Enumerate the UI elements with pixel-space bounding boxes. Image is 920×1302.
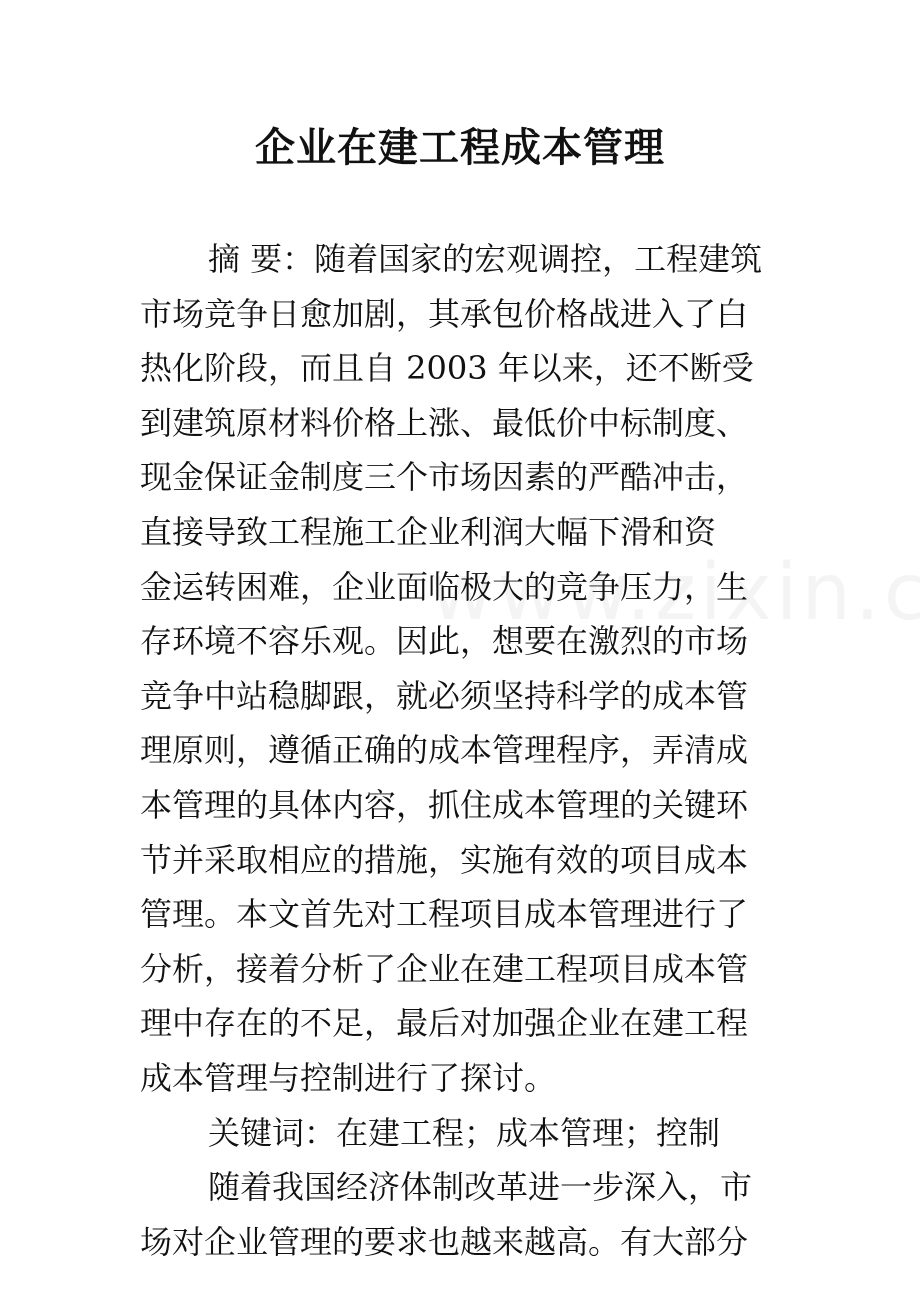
abstract-line: 金运转困难，企业面临极大的竞争压力，生: [140, 567, 749, 606]
abstract-line: 热化阶段，而且自 2003 年以来，还不断受: [140, 349, 754, 388]
paragraph-line: 随着我国经济体制改革进一步深入，市: [208, 1168, 753, 1207]
abstract-line: 到建筑原材料价格上涨、最低价中标制度、: [140, 403, 749, 442]
abstract-line: 分析，接着分析了企业在建工程项目成本管: [140, 949, 749, 988]
abstract-line: 摘 要：随着国家的宏观调控，工程建筑: [208, 240, 763, 278]
abstract-line: 直接导致工程施工企业利润大幅下滑和资: [140, 512, 717, 551]
abstract-line: 理原则，遵循正确的成本管理程序，弄清成: [140, 731, 749, 770]
abstract-line: 现金保证金制度三个市场因素的严酷冲击，: [140, 458, 749, 497]
abstract-line: 成本管理与控制进行了探讨。: [140, 1058, 557, 1097]
abstract-line: 管理。本文首先对工程项目成本管理进行了: [140, 895, 749, 934]
abstract-line: 存环境不容乐观。因此，想要在激烈的市场: [140, 622, 749, 661]
abstract-line: 市场竞争日愈加剧，其承包价格战进入了白: [140, 294, 749, 333]
abstract-line: 节并采取相应的措施，实施有效的项目成本: [140, 840, 749, 879]
paragraph-line: 场对企业管理的要求也越来越高。有大部分: [140, 1222, 749, 1261]
keywords-line: 关键词：在建工程；成本管理；控制: [208, 1113, 721, 1152]
abstract-line: 理中存在的不足，最后对加强企业在建工程: [140, 1004, 749, 1043]
page-title: 企业在建工程成本管理: [255, 124, 665, 171]
document-body: [140, 232, 800, 1269]
abstract-line: 本管理的具体内容，抓住成本管理的关键环: [140, 785, 749, 824]
abstract-line: 竞争中站稳脚跟，就必须坚持科学的成本管: [140, 676, 749, 715]
